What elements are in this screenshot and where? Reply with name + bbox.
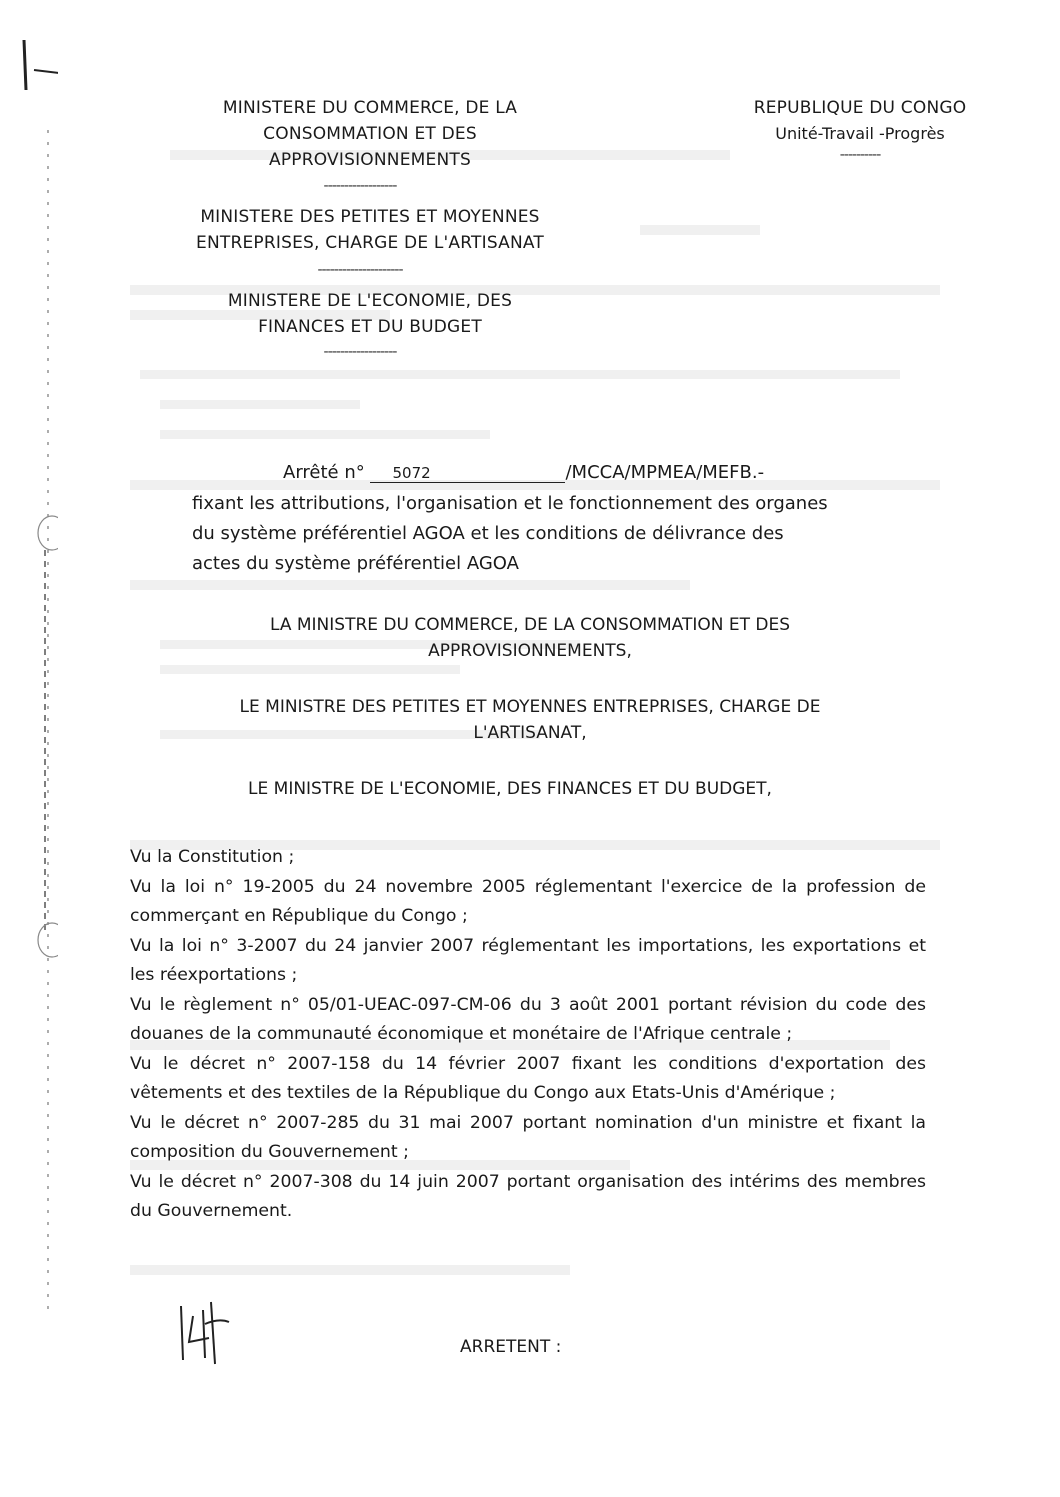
subject-line: actes du système préférentiel AGOA <box>192 553 519 574</box>
decree-number: 5072 <box>370 464 565 483</box>
header-republic <box>725 95 995 163</box>
header-line: CONSOMMATION ET DES <box>263 124 477 144</box>
minister-line: LA MINISTRE DU COMMERCE, DE LA CONSOMMATION ET DES <box>269 615 791 635</box>
motto: Unité-Travail -Progrès <box>775 124 945 143</box>
arretent: ARRETENT : <box>460 1337 562 1357</box>
country-name: REPUBLIQUE DU CONGO <box>753 98 967 118</box>
ministry-economie <box>140 288 600 340</box>
binding-holes <box>18 30 58 1330</box>
minister-economie <box>160 776 860 802</box>
subject-line: fixant les attributions, l'organisation et le fonctionnement des organes <box>192 493 828 514</box>
consideration-item: Vu la loi n° 3-2007 du 24 janvier 2007 réglementant les importations, les exportations et les réexportations ; <box>130 935 926 985</box>
separator: --------------------- <box>317 262 403 278</box>
consideration-item: Vu la Constitution ; <box>130 847 295 867</box>
minister-pme <box>140 694 920 746</box>
consideration-item: Vu la loi n° 19-2005 du 24 novembre 2005 réglementant l'exercice de la profession de commerçant en République du Congo ; <box>130 876 926 926</box>
minister-line: L'ARTISANAT, <box>473 723 587 743</box>
header-line: FINANCES ET DU BUDGET <box>258 317 482 337</box>
handwritten-initials <box>175 1298 235 1368</box>
minister-line: LE MINISTRE DE L'ECONOMIE, DES FINANCES ET DU BUDGET, <box>248 779 772 799</box>
header-line: MINISTERE DES PETITES ET MOYENNES <box>200 207 540 227</box>
ministry-commerce <box>140 95 600 173</box>
separator: ------------------ <box>323 178 397 194</box>
consideration-item: Vu le décret n° 2007-308 du 14 juin 2007 portant organisation des intérims des membres du Gouvernement. <box>130 1171 926 1221</box>
decree-subject <box>192 489 932 579</box>
separator: ------------------ <box>323 344 397 360</box>
minister-line: LE MINISTRE DES PETITES ET MOYENNES ENTREPRISES, CHARGE DE <box>239 697 821 717</box>
subject-line: du système préférentiel AGOA et les conditions de délivrance des <box>192 523 784 544</box>
consideration-item: Vu le décret n° 2007-158 du 14 février 2007 fixant les conditions d'exportation des vêtements et des textiles de la République du Congo aux Etats-Unis d'Amérique ; <box>130 1053 926 1103</box>
considerations <box>130 843 926 1227</box>
decree-prefix: Arrêté n° <box>283 462 365 483</box>
ministry-pme <box>120 204 620 256</box>
consideration-item: Vu le règlement n° 05/01-UEAC-097-CM-06 du 3 août 2001 portant révision du code des douanes de la communauté économique et monétaire de l'Afrique centrale ; <box>130 994 926 1044</box>
decree-number-line <box>283 458 923 488</box>
consideration-item: Vu le décret n° 2007-285 du 31 mai 2007 portant nomination d'un ministre et fixant la composition du Gouvernement ; <box>130 1112 926 1162</box>
minister-commerce <box>160 612 900 664</box>
header-line: ENTREPRISES, CHARGE DE L'ARTISANAT <box>196 233 544 253</box>
header-line: MINISTERE DE L'ECONOMIE, DES <box>227 291 513 311</box>
minister-line: APPROVISIONNEMENTS, <box>428 641 632 661</box>
decree-suffix: /MCCA/MPMEA/MEFB.- <box>565 462 765 483</box>
header-line: MINISTERE DU COMMERCE, DE LA <box>222 98 518 118</box>
header-line: APPROVISIONNEMENTS <box>269 150 471 170</box>
separator: ---------- <box>839 147 881 163</box>
